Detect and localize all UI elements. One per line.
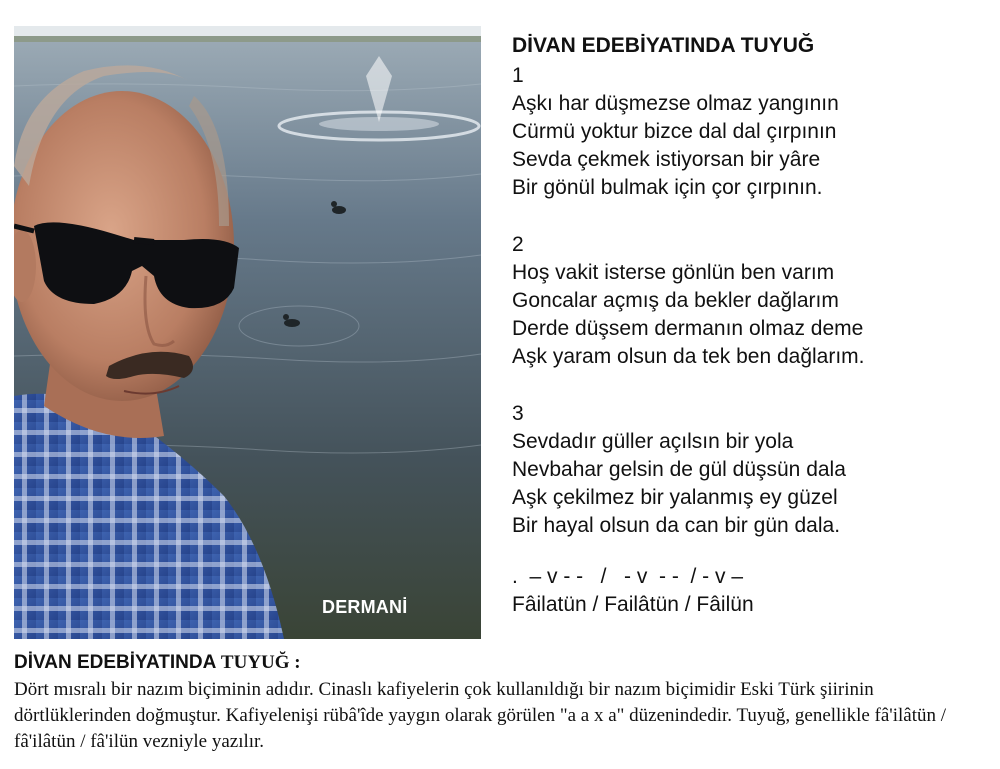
lake-scene-illustration bbox=[14, 26, 481, 639]
poem-line: Hoş vakit isterse gönlün ben varım bbox=[512, 261, 835, 284]
description-title bbox=[14, 650, 989, 677]
description-title-part2: TUYUĞ : bbox=[220, 652, 301, 673]
portrait-photo bbox=[14, 26, 481, 639]
poem-line: Nevbahar gelsin de gül düşsün dala bbox=[512, 458, 846, 481]
description-section bbox=[14, 650, 989, 755]
stanza-number: 3 bbox=[512, 402, 524, 425]
description-body: Dört mısralı bir nazım biçiminin adıdır. Cinaslı kafiyelerin çok kullanıldığı bir nazım biçimidir Eski Türk şiirinin dörtlüklerinden doğmuştur. Kafiyelenişi rübâ'îde yaygın olarak görülen "a a x a" düzenindedir. Tuyuğ, genellikle fâ'ilâtün / fâ'ilâtün / fâ'ilün vezniyle yazılır. bbox=[14, 679, 947, 752]
description-title-part1: DİVAN EDEBİYATINDA bbox=[14, 652, 221, 673]
stanza-number: 1 bbox=[512, 64, 524, 87]
poem-section bbox=[512, 30, 982, 619]
poem-line: Derde düşsem dermanın olmaz deme bbox=[512, 317, 864, 340]
photo-caption-dermani: DERMANİ bbox=[322, 597, 408, 617]
stanza-2 bbox=[512, 231, 982, 371]
stanza-1 bbox=[512, 62, 982, 202]
poem-line: Goncalar açmış da bekler dağlarım bbox=[512, 289, 839, 312]
poem-line: Bir gönül bulmak için çor çırpının. bbox=[512, 176, 823, 199]
poem-title: DİVAN EDEBİYATINDA TUYUĞ bbox=[512, 34, 815, 57]
poem-line: Cürmü yoktur bizce dal dal çırpının bbox=[512, 120, 837, 143]
meter-text: Fâilatün / Failâtün / Fâilün bbox=[512, 593, 754, 616]
meter-marks: . – v - - / - v - - / - v – bbox=[512, 565, 744, 588]
poem-line: Sevdadır güller açılsın bir yola bbox=[512, 430, 794, 453]
poem-line: Aşk çekilmez bir yalanmış ey güzel bbox=[512, 486, 838, 509]
poem-line: Aşkı har düşmezse olmaz yangının bbox=[512, 92, 839, 115]
stanza-number: 2 bbox=[512, 233, 524, 256]
poem-line: Sevda çekmek istiyorsan bir yâre bbox=[512, 148, 821, 171]
poem-line: Aşk yaram olsun da tek ben dağlarım. bbox=[512, 345, 865, 368]
stanza-3 bbox=[512, 400, 982, 540]
poem-line: Bir hayal olsun da can bir gün dala. bbox=[512, 514, 841, 537]
